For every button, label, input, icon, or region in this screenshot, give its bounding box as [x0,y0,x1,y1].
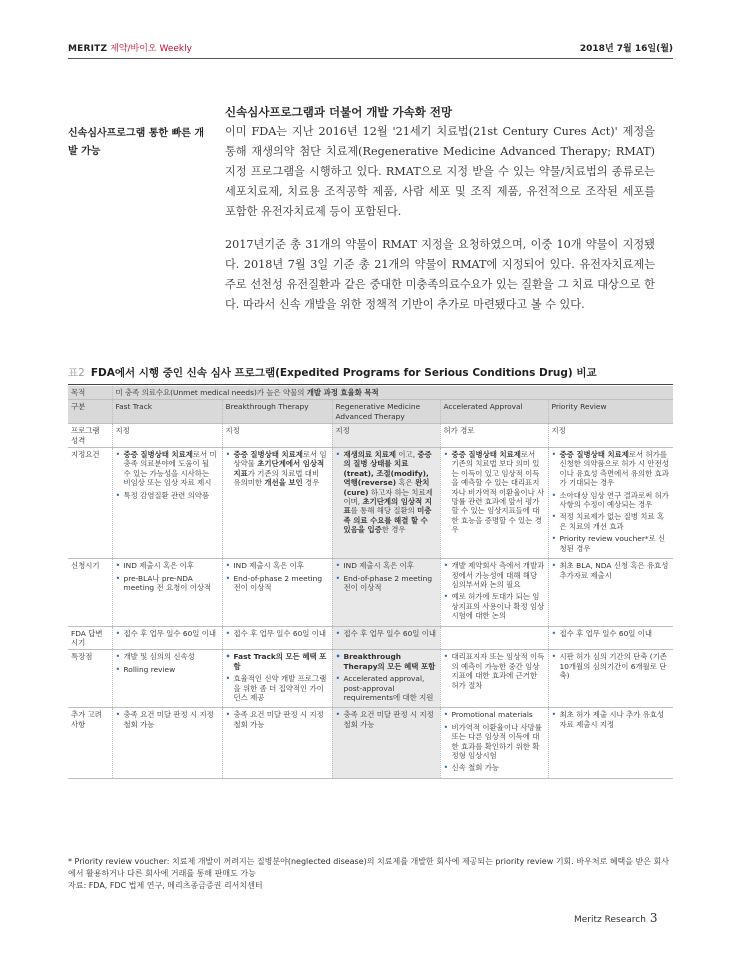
table-row [68,650,673,708]
features-cell [440,650,548,708]
purpose-prefix: 미 충족 의료수요(Unmet medical needs)가 높은 약물의 [115,388,307,397]
header-divider [68,58,673,59]
list-item: • pre-BLA나 pre-NDA meeting 전 요청이 이상적 [116,574,219,593]
row-label-purpose: 목적 [68,386,112,400]
response-cell [112,626,222,650]
row-label-category: 구분 [68,400,112,424]
bold-text: 중증의 질병 상태를 치료(treat), 조절(modify), 역행(reverse) [343,450,432,488]
bold-text: 개선을 보인 [264,478,303,488]
type-cell: 지정 [548,424,673,448]
table-row [68,559,673,626]
row-label-criteria: 지정요건 [68,448,112,559]
list-item: • 개발 및 심의의 신속성 [116,652,219,661]
text: 한 경우 [381,525,406,535]
list-item: • 신속 철회 가능 [444,763,545,772]
source-note: 자료: FDA, FDC 법제 연구, 메리츠종금증권 리서치센터 [68,881,263,890]
features-cell [332,650,440,708]
list-item: • IND 제출시 혹은 이후 [116,561,219,570]
list-item: • Accelerated approval, post-approval requirements에 대한 지원 [336,674,437,702]
bold-text: 중증 질병상태 치료제 [451,450,521,460]
comparison-table [68,386,673,779]
row-label-response: FDA 답변시기 [68,626,112,650]
criteria-cell [332,448,440,559]
response-cell [440,626,548,650]
list-item: • IND 제출시 혹은 이후 [336,561,437,570]
list-item: • 충족 요건 미달 판정 시 지정 철회 가능 [226,710,329,729]
timing-cell [332,559,440,626]
section-title: 신속심사프로그램과 더불어 개발 가속화 전망 [225,105,453,119]
response-cell [332,626,440,650]
col-priority: Priority Review [548,400,673,424]
list-item [336,450,437,535]
bold-text: 완치(cure) [343,478,430,497]
brand-name: MERITZ [68,44,108,54]
text: 이고, [396,450,418,460]
list-item: • 충족 요건 미달 판정 시 지정 철회 가능 [336,710,437,729]
col-fast-track: Fast Track [112,400,222,424]
bold-text: 초기단계의 임상적 지표 [343,497,432,516]
list-item: • 접수 후 업무 일수 60일 이내 [226,629,329,638]
list-item: • 최초 허가 제출 시나 추가 유효성 자료 제출시 지정 [552,710,671,729]
row-label-timing: 신청시기 [68,559,112,626]
purpose-bold: 개발 과정 효율화 목적 [306,388,379,397]
extra-cell [332,708,440,778]
list-item [116,450,219,488]
timing-cell [222,559,332,626]
report-date: 2018년 7월 16일(월) [579,44,673,54]
features-cell [222,650,332,708]
list-item: • 접수 후 업무 일수 60일 이내 [116,629,219,638]
text: 하고자 하는 치료제 이며, [343,487,433,507]
list-item: • 예로 허가에 토대가 되는 임상지표의 사용이나 확정 임상시험에 대한 논의 [444,592,545,620]
table-row [68,708,673,778]
criteria-cell [112,448,222,559]
paragraph-1: 이미 FDA는 지난 2016년 12월 '21세기 치료법(21st Century Cures Act)' 제정을 통해 재생의약 첨단 치료제(Regenerative Medicine Advanced Therapy; RMAT) 지정 프로그램을 시행하고 있다. RMAT으로 지정 받을 수 있는 약물/치료법의 종류로는 세포치료제, 치료용 조직공학 제품, 사람 세포 및 조직 제품, 유전적으로 조작된 세포를 포함한 유전자치료제 등이 포함된다. [225,125,655,218]
extra-cell [112,708,222,778]
row-label-type: 프로그램 성격 [68,424,112,448]
purpose-text [112,386,673,400]
list-item: • End-of-phase 2 meeting 전이 이상적 [226,574,329,593]
list-item: • 특정 감염질환 관련 의약품 [116,491,219,500]
bold-text: 중증 질병상태 치료제 [123,450,193,460]
col-rmat: Regenerative Medicine Advanced Therapy [332,400,440,424]
text: 혹은 [396,478,416,488]
report-section: 제약/바이오 Weekly [110,44,192,54]
table-title [68,365,673,380]
table-row [68,424,673,448]
text: 가 기존의 치료법 대비 유의미한 [233,468,320,488]
features-cell [548,650,673,708]
text: 경우 [302,478,320,488]
page-header [68,41,673,57]
bold-text: 중증 질병상태 치료제 [559,450,629,460]
extra-cell [440,708,548,778]
type-cell: 허가 경로 [440,424,548,448]
table-number: 표2 [68,367,85,379]
list-item: • 시판 허가 심의 기간의 단축 (기존 10개월의 심의기간이 6개월로 단축) [552,652,671,680]
text: 를 통해 해당 질환의 [350,506,418,516]
bold-text: 초기단계에서 임상적 지표 [233,459,325,478]
footnotes [68,856,673,892]
footer-label: Meritz Research [574,915,646,925]
bold-text: 미충족 의료 수요를 해결 할 수 있음을 입증 [343,506,432,535]
list-item: • Breakthrough Therapy의 모든 혜택 포함 [336,652,437,671]
table-row [68,626,673,650]
text: 로서 허가를 신청한 의약품으로 허가 시 안전성이나 유효성 측면에서 유의한 효과가 기대되는 경우 [559,450,669,488]
timing-cell [548,559,673,626]
table-row [68,448,673,559]
timing-cell [112,559,222,626]
text: 로서 임상약물 [233,450,327,469]
col-accelerated: Accelerated Approval [440,400,548,424]
bold-text: 중증 질병상태 치료제 [233,450,303,460]
list-item [552,450,671,488]
list-item: • 소아대상 임상 연구 결과로써 허가사항의 수정이 예상되는 경우 [552,491,671,510]
list-item: • End-of-phase 2 meeting 전이 이상적 [336,574,437,593]
criteria-cell [222,448,332,559]
type-cell: 지정 [112,424,222,448]
footnote-voucher: * Priority review voucher: 치료제 개발이 꺼려지는 질병분야(neglected disease)의 치료제를 개발한 회사에 제공되는 priority review 기회. 바우처로 혜택을 받은 회사에서 활용하거나 다른 회사에 거래를 통해 판매도 가능 [68,857,669,878]
page-footer [574,911,658,925]
row-label-extra: 추가 고려사항 [68,708,112,778]
list-item: • 적정 치료제가 없는 질병 치료 혹은 치료의 개선 효과 [552,512,671,531]
list-item: • 개발 제약회사 측에서 개발과정에서 가능성에 대해 해당 심의부서와 논의 필요 [444,561,545,589]
row-label-features: 특장점 [68,650,112,708]
list-item: • Priority review voucher*로 신청된 경우 [552,534,671,553]
list-item: • Fast Track의 모든 혜택 포함 [226,652,329,671]
paragraph-2: 2017년기준 총 31개의 약물이 RMAT 지정을 요청하였으며, 이중 10개 약물이 지정됐다. 2018년 7월 3일 기준 총 21개의 약물이 RMAT에 지정되어 있다. 유전자치료제는 주로 선천성 유전질환과 같은 중대한 미충족의료수요가 있는 질환을 그 치료 대상으로 한다. 따라서 신속 개발을 위한 정책적 기반이 추가로 마련됐다고 볼 수 있다. [225,238,655,311]
table-title-text: FDA에서 시행 중인 신속 심사 프로그램(Expedited Programs for Serious Conditions Drug) 비교 [90,367,597,379]
page-number: 3 [649,911,658,925]
list-item [444,450,545,535]
list-item: • IND 제출시 혹은 이후 [226,561,329,570]
col-breakthrough: Breakthrough Therapy [222,400,332,424]
list-item [226,450,329,488]
bold-text: 재생의료 치료제 [343,450,397,460]
column-header-row [68,400,673,424]
list-item: • 비가역적 이환율이나 사망률 또는 다른 임상적 이득에 대한 효과를 확인하기 위한 확정형 임상시험 [444,723,545,761]
criteria-cell [548,448,673,559]
criteria-cell [440,448,548,559]
type-cell: 지정 [222,424,332,448]
table-top-rule [68,384,673,385]
timing-cell [440,559,548,626]
text: 로서 기존의 치료법 보다 의미 있는 이득이 있고 임상적 이득을 예측할 수 있는 대리표지자나 비가역적 이환율이나 사망률 관련 효과에 앞서 평가할 수 있는 임상지표들에 대한 효능을 증명할 수 있는 경우 [451,450,545,535]
purpose-row [68,386,673,400]
list-item: • 효율적인 신약 개발 프로그램을 위한 좀 더 집약적인 가이던스 제공 [226,674,329,702]
features-cell [112,650,222,708]
response-cell [548,626,673,650]
extra-cell [222,708,332,778]
side-label: 신속심사프로그램 통한 빠른 개발 가능 [68,128,205,157]
list-item: • Promotional materials [444,710,545,719]
response-cell [222,626,332,650]
list-item: • 대리표지자 또는 임상적 이득의 예측이 가능한 중간 임상지표에 대한 효과에 근거한 허가 절차 [444,652,545,690]
extra-cell [548,708,673,778]
list-item: • 접수 후 업무 일수 60일 이내 [336,629,437,638]
text: 로서 미충족 의료분야에 도움이 될 수 있는 가능성을 시사하는 비임상 또는 임상 자료 제시 [123,450,217,488]
type-cell: 지정 [332,424,440,448]
list-item: • 최초 BLA, NDA 신청 혹은 유효성 추가자료 제출시 [552,561,671,580]
list-item: • 접수 후 업무 일수 60일 이내 [552,629,671,638]
list-item: • 충족 요건 미달 판정 시 지정 철회 가능 [116,710,219,729]
list-item: • Rolling review [116,665,219,674]
